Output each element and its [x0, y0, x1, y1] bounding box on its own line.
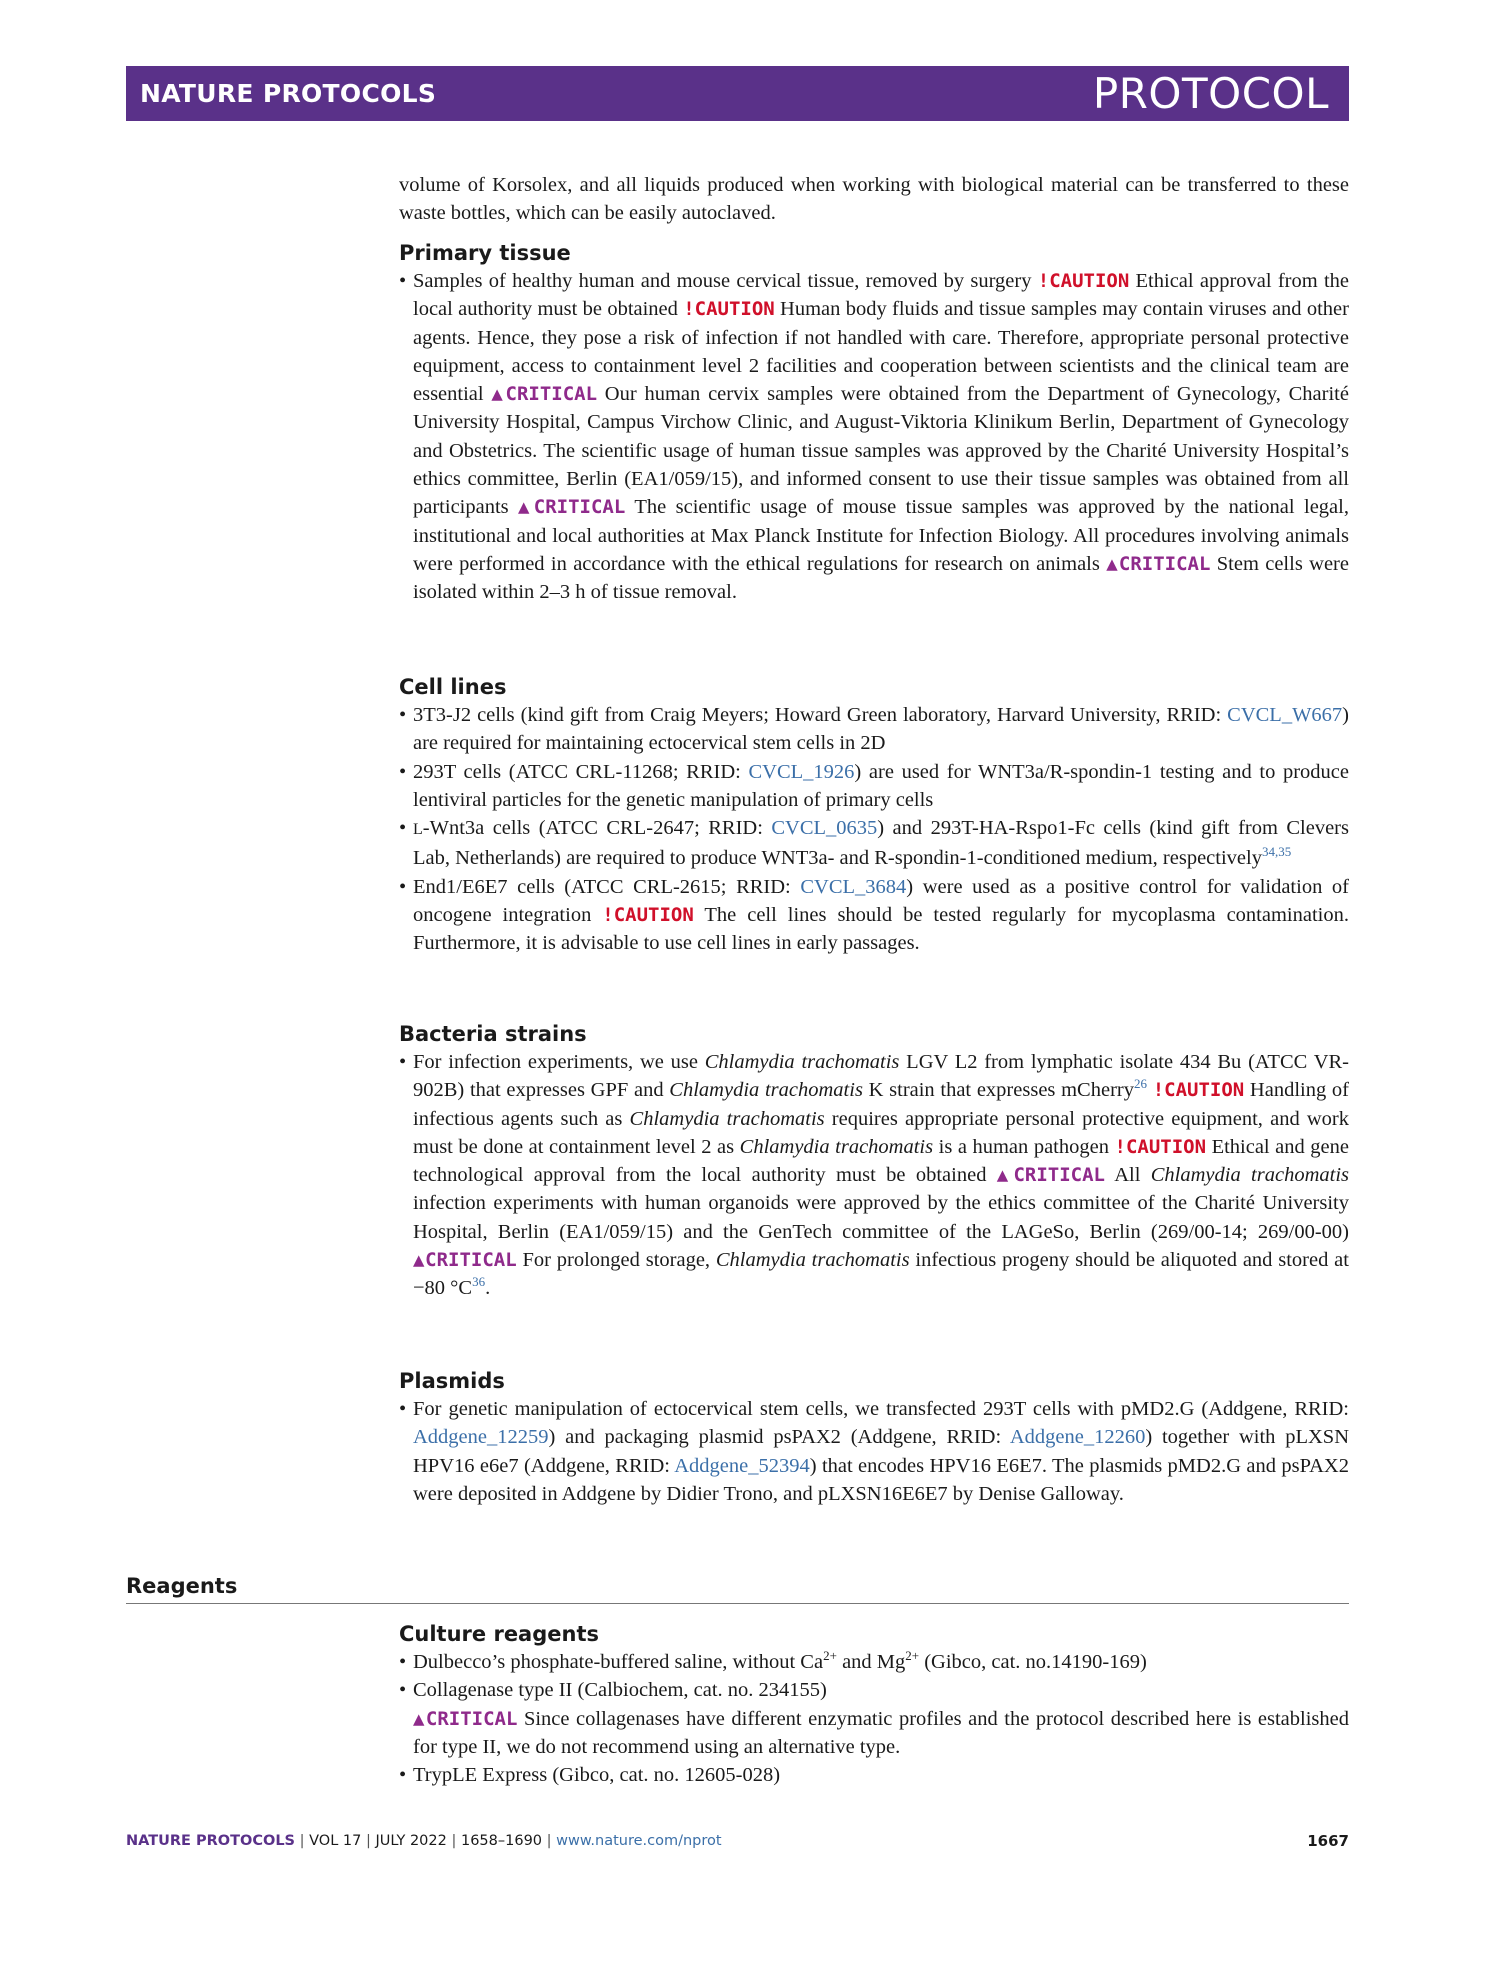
triangle-icon: ▲ — [1106, 552, 1119, 575]
separator: | — [546, 1833, 552, 1849]
triangle-icon: ▲ — [491, 383, 506, 406]
body-text: End1/E6E7 cells (ATCC CRL-2615; RRID: — [413, 875, 801, 898]
section-divider — [126, 1603, 1349, 1604]
body-text: requires appropriate personal protective equipment, and work must be done at containment level 2 as — [413, 1107, 1349, 1158]
body-text: All — [1104, 1164, 1151, 1187]
body-text: is a human pathogen — [933, 1135, 1115, 1158]
body-text: Collagenase type II (Calbiochem, cat. no. 234155) — [413, 1679, 827, 1702]
body-text: Samples of healthy human and mouse cervical tissue, removed by surgery — [413, 270, 1038, 292]
rrid-link[interactable]: CVCL_3684 — [800, 875, 907, 898]
body-text: For prolonged storage, — [516, 1249, 716, 1272]
bullet-icon: • — [399, 1679, 407, 1702]
body-text: For infection experiments, we use — [413, 1051, 705, 1073]
separator: | — [299, 1833, 305, 1849]
body-text: infectious progeny should be aliquoted and stored at −80 °C — [413, 1249, 1349, 1300]
article-type: PROTOCOL — [1092, 69, 1329, 118]
addgene-link[interactable]: Addgene_52394 — [674, 1454, 810, 1477]
list-item — [399, 267, 1349, 607]
rrid-link[interactable]: CVCL_W667 — [1227, 704, 1343, 726]
critical-label: ▲CRITICAL — [1106, 552, 1211, 575]
critical-label: ▲CRITICAL — [413, 1249, 517, 1272]
footer-volume: VOL 17 — [309, 1833, 362, 1849]
body-text: Handling of infectious agents such as — [413, 1079, 1350, 1130]
body-text: ) were used as a positive control for validation of oncogene integration — [413, 875, 1349, 927]
section-heading: Bacteria strains — [399, 1022, 587, 1046]
body-text: Ethical approval from the local authority must be obtained — [413, 270, 1350, 321]
superscript: 2+ — [905, 1648, 920, 1664]
body-text: Our human cervix samples were obtained from the Department of Gynecology, Charité University Hospital, Campus Virchow Clinic, and August-Viktoria Klinikum Berlin, Department of Gynecology and Obstetrics. The scientific usage of human tissue samples was approved by the Charité University Hospital’s ethics committee, Berlin (EA1/059/15), and informed consent to use their tissue samples was obtained from all participants — [413, 383, 1349, 519]
species-name: Chlamydia trachomatis — [739, 1135, 934, 1158]
body-text: ) together with pLXSN HPV16 e6e7 (Addgene, RRID: — [413, 1426, 1349, 1477]
triangle-icon: ▲ — [518, 496, 534, 519]
bullet-icon: • — [399, 1398, 407, 1420]
species-name: Chlamydia trachomatis — [704, 1051, 900, 1073]
bullet-icon: • — [399, 760, 407, 783]
body-text: ) and 293T-HA-Rspo1-Fc cells (kind gift from Clevers Lab, Netherlands) are required to produce WNT3a- and R-spondin-1-conditioned medium, respectively — [413, 817, 1349, 870]
page-footer — [126, 1830, 1349, 1852]
body-text: 293T cells (ATCC CRL-11268; RRID: — [413, 760, 749, 783]
body-text: Dulbecco’s phosphate-buffered saline, without Ca — [413, 1651, 824, 1673]
journal-name: NATURE PROTOCOLS — [140, 79, 437, 108]
critical-label: ▲CRITICAL — [413, 1707, 518, 1730]
caution-label: !CAUTION — [683, 298, 775, 321]
section-heading: Primary tissue — [399, 241, 571, 265]
rrid-link[interactable]: CVCL_1926 — [748, 760, 855, 783]
addgene-link[interactable]: Addgene_12260 — [1009, 1426, 1146, 1449]
body-text: ) and packaging plasmid psPAX2 (Addgene, RRID: — [548, 1426, 1010, 1449]
critical-label: ▲CRITICAL — [491, 383, 598, 406]
list-item — [399, 701, 1349, 758]
bullet-icon: • — [399, 1051, 407, 1073]
bullet-icon: • — [399, 875, 407, 898]
body-text: Ethical and gene technological approval from the local authority must be obtained — [413, 1135, 1349, 1187]
list-item — [399, 873, 1349, 958]
superscript: 2+ — [823, 1648, 837, 1664]
critical-label: ▲CRITICAL — [518, 496, 626, 519]
footer-journal: NATURE PROTOCOLS — [126, 1833, 296, 1849]
intro-paragraph — [399, 150, 1349, 248]
caution-label: !CAUTION — [602, 904, 694, 927]
critical-label: ▲CRITICAL — [996, 1164, 1105, 1187]
journal-header-bar — [126, 66, 1349, 121]
caution-label: !CAUTION — [1037, 270, 1130, 292]
list-item — [399, 1395, 1349, 1508]
triangle-icon: ▲ — [413, 1707, 426, 1730]
reference-citation[interactable]: 34,35 — [1261, 844, 1292, 860]
section-cell-lines — [399, 673, 1349, 958]
section-bacteria-strains — [399, 1020, 1349, 1303]
bullet-icon: • — [399, 817, 407, 840]
body-text: The scientific usage of mouse tissue samples was approved by the national legal, institutional and local authorities at Max Planck Institute for Infection Biology. All procedures involving animals were performed in accordance with the ethical regulations for research on animals — [413, 496, 1349, 575]
body-text: 3T3-J2 cells (kind gift from Craig Meyers; Howard Green laboratory, Harvard University, RRID: — [413, 704, 1228, 726]
reference-citation[interactable]: 26 — [1133, 1076, 1147, 1092]
list-item — [399, 814, 1349, 873]
footer-url-link[interactable]: www.nature.com/nprot — [556, 1833, 722, 1849]
list-item — [399, 1676, 1349, 1761]
separator: | — [451, 1833, 457, 1849]
footer-citation — [126, 1833, 722, 1849]
page-number: 1667 — [1307, 1832, 1349, 1850]
section-culture-reagents — [399, 1620, 1349, 1789]
triangle-icon: ▲ — [413, 1249, 426, 1272]
body-text: The cell lines should be tested regularly for mycoplasma contamination. Furthermore, it is advisable to use cell lines in early passages. — [413, 904, 1349, 955]
species-name: Chlamydia trachomatis — [715, 1249, 910, 1272]
body-text: infection experiments with human organoids were approved by the ethics committee of the Charité University Hospital, Berlin (EA1/059/15) and the GenTech committee of the LAGeSo, Berlin (269/00-14; 269/00-00) — [413, 1192, 1349, 1243]
small-caps-prefix: L — [413, 821, 423, 839]
body-text: Stem cells were isolated within 2–3 h of tissue removal. — [413, 552, 1349, 604]
intro-text: volume of Korsolex, and all liquids produced when working with biological material can be transferred to these waste bottles, which can be easily autoclaved. — [399, 173, 1349, 224]
bullet-icon: • — [399, 1764, 407, 1787]
separator: | — [365, 1833, 371, 1849]
body-text: . — [485, 1277, 491, 1300]
reagents-section-label: Reagents — [126, 1574, 238, 1598]
bullet-icon: • — [399, 1651, 407, 1673]
body-text: Since collagenases have different enzymatic profiles and the protocol described here is established for type II, we do not recommend using an alternative type. — [413, 1707, 1349, 1758]
body-text: -Wnt3a cells (ATCC CRL-2647; RRID: — [422, 817, 772, 840]
body-text: ) that encodes HPV16 E6E7. The plasmids pMD2.G and psPAX2 were deposited in Addgene by Didier Trono, and pLXSN16E6E7 by Denise Galloway. — [413, 1454, 1349, 1505]
body-text: For genetic manipulation of ectocervical stem cells, we transfected 293T cells with pMD2.G (Addgene, RRID: — [413, 1398, 1349, 1420]
body-text: Human body fluids and tissue samples may contain viruses and other agents. Hence, they pose a risk of infection if not handled with care. Therefore, appropriate personal protective equipment, access to containment level 2 facilities and cooperation between scientists and the clinical team are essential — [413, 298, 1349, 406]
list-item — [399, 1648, 1349, 1676]
body-text: K strain that expresses mCherry — [862, 1079, 1134, 1102]
section-heading: Plasmids — [399, 1369, 505, 1393]
caution-label: !CAUTION — [1152, 1079, 1245, 1102]
list-item — [399, 1048, 1349, 1303]
reference-citation[interactable]: 36 — [472, 1274, 486, 1290]
section-heading: Cell lines — [399, 675, 507, 699]
body-text: ) are required for maintaining ectocervical stem cells in 2D — [413, 704, 1349, 755]
bullet-icon: • — [399, 270, 407, 292]
body-text: and Mg — [836, 1651, 906, 1673]
section-heading: Culture reagents — [399, 1622, 599, 1646]
species-name: Chlamydia trachomatis — [669, 1079, 863, 1102]
body-text: ) are used for WNT3a/R-spondin-1 testing and to produce lentiviral particles for the genetic manipulation of primary cells — [413, 760, 1349, 811]
section-primary-tissue — [399, 239, 1349, 607]
caution-label: !CAUTION — [1114, 1135, 1207, 1158]
footer-pages: 1658–1690 — [460, 1833, 543, 1849]
species-name: Chlamydia trachomatis — [1150, 1164, 1349, 1187]
addgene-link[interactable]: Addgene_12259 — [413, 1426, 549, 1449]
bullet-icon: • — [399, 704, 407, 726]
section-plasmids — [399, 1367, 1349, 1508]
rrid-link[interactable]: CVCL_0635 — [771, 817, 878, 840]
list-item — [399, 1761, 1349, 1789]
list-item — [399, 758, 1349, 815]
triangle-icon: ▲ — [996, 1164, 1014, 1187]
species-name: Chlamydia trachomatis — [629, 1107, 825, 1130]
body-text: TrypLE Express (Gibco, cat. no. 12605-028) — [413, 1764, 781, 1787]
footer-date: JULY 2022 — [375, 1833, 447, 1849]
body-text: LGV L2 from lymphatic isolate 434 Bu (ATCC VR-902B) that expresses GPF and — [413, 1051, 1349, 1102]
body-text: (Gibco, cat. no.14190-169) — [919, 1651, 1147, 1673]
